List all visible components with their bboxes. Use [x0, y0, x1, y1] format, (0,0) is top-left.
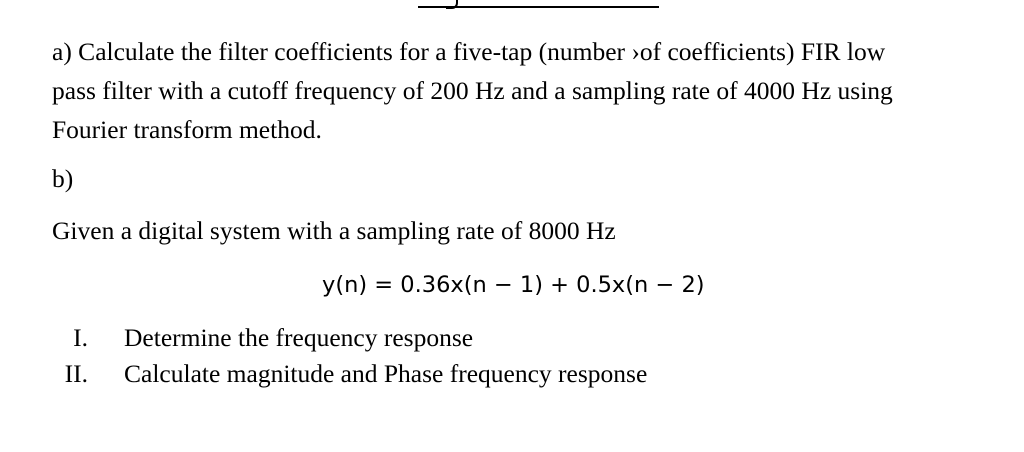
question-a-line-1: a) Calculate the filter coefficients for a five-tap (number ›of coefficients) FIR low [52, 37, 886, 66]
question-a-line-2: pass filter with a cutoff frequency of 200 Hz and a sampling rate of 4000 Hz using [52, 76, 893, 105]
question-b-label: b) [52, 164, 74, 193]
list-item-text: Determine the frequency response [124, 323, 474, 352]
question-a-line-3: Fourier transform method. [52, 115, 322, 144]
list-item-number: I. [73, 323, 88, 352]
list-item-number: II. [64, 359, 88, 388]
list-item-text: Calculate magnitude and Phase frequency response [124, 359, 648, 388]
difference-equation: y(n) = 0.36x(n − 1) + 0.5x(n − 2) [322, 272, 705, 298]
question-b-given-text: Given a digital system with a sampling rate of 8000 Hz [52, 216, 616, 245]
question-a-paragraph [52, 32, 1022, 149]
